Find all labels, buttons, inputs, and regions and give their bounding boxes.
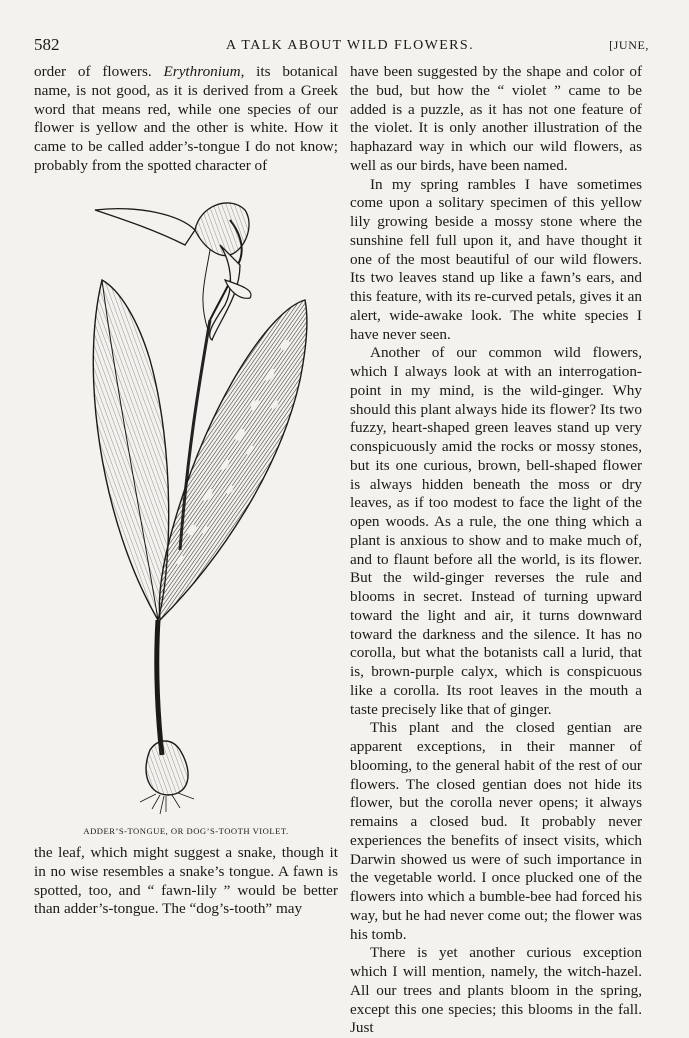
adders-tongue-engraving-image — [80, 190, 320, 820]
paragraph: have been suggested by the shape and color of the bud, but how the “ violet ” came to be added is a puzzle, as it has not one feature of the violet. It is only another illustration of the haphazard way in which our wild flowers, as well as our birds, have been named. — [350, 63, 642, 174]
paragraph: Another of our common wild flowers, which I always look at with an interrogation-point in my mind, is the wild-ginger. Why should this plant always hide its flower? Its two fuzzy, heart-shaped green leaves stand up very conspicuously amid the rocks or mossy stones, but its one curious, brown, bell-shaped flower is always hidden beneath the moss or dry leaves, as if too modest to face the light of the open woods. As a rule, the one thing which a plant is anxious to show and to make much of, and to flaunt before all the world, is its flower. But the wild-ginger reverses the rule and blooms in secret. Instead of turning upward toward the light and air, it turns downward toward the darkness and the silence. It has no corolla, but what the botanists call a lurid, that is, brown-purple calyx, which is conspicuous like a corolla. Its root leaves in the mouth a taste precisely like that of ginger. — [350, 344, 642, 718]
paragraph: This plant and the closed gentian are apparent exceptions, in their manner of blooming, to the general habit of the rest of our flowers. The closed gentian does not hide its flower, but the corolla never opens; it always remains a closed bud. It probably never experiences the benefits of insect visits, which Darwin showed us were of such importance in the vegetable world. I once plucked one of the flowers into which a bumble-bee had forced his way, but he had never come out; the flower was his tomb. — [350, 719, 642, 943]
running-title: A TALK ABOUT WILD FLOWERS. — [226, 38, 475, 53]
figure-caption: ADDER’S-TONGUE, OR DOG’S-TOOTH VIOLET. — [83, 826, 289, 836]
paragraph: order of flowers. Erythronium, its botanical name, is not good, as it is derived from a Greek word that means red, while one species of our flower is yellow and the other is white. How it came to be called adder’s-tongue I do not know; probably from the spotted character of — [34, 63, 339, 174]
botanical-name: Erythronium — [163, 63, 241, 80]
left-column-top — [34, 63, 338, 176]
left-column-bottom — [34, 844, 338, 919]
paragraph: the leaf, which might suggest a snake, though it in no wise resembles a snake’s tongue. A fawn is spotted, too, and “ fawn-lily ” would be better than adder’s-tongue. The “dog’s-tooth” may — [34, 844, 338, 918]
paragraph: In my spring rambles I have sometimes come upon a solitary specimen of this yellow lily growing beside a mossy stone where the sunshine fell full upon it, and have thought it one of the most beautiful of our wild flowers. Its two leaves stand up like a fawn’s ears, and this feature, with its re-curved petals, gives it an alert, wide-awake look. The white species I have never seen. — [350, 175, 642, 343]
plant-illustration — [80, 190, 320, 820]
running-header — [34, 35, 649, 57]
issue-month: [JUNE, — [609, 38, 649, 52]
right-column — [350, 63, 642, 1038]
page-number: 582 — [34, 35, 60, 54]
paragraph: There is yet another curious exception which I will mention, namely, the witch-hazel. All our trees and plants bloom in the spring, except this one species; this blooms in the fall. Just — [350, 944, 642, 1037]
